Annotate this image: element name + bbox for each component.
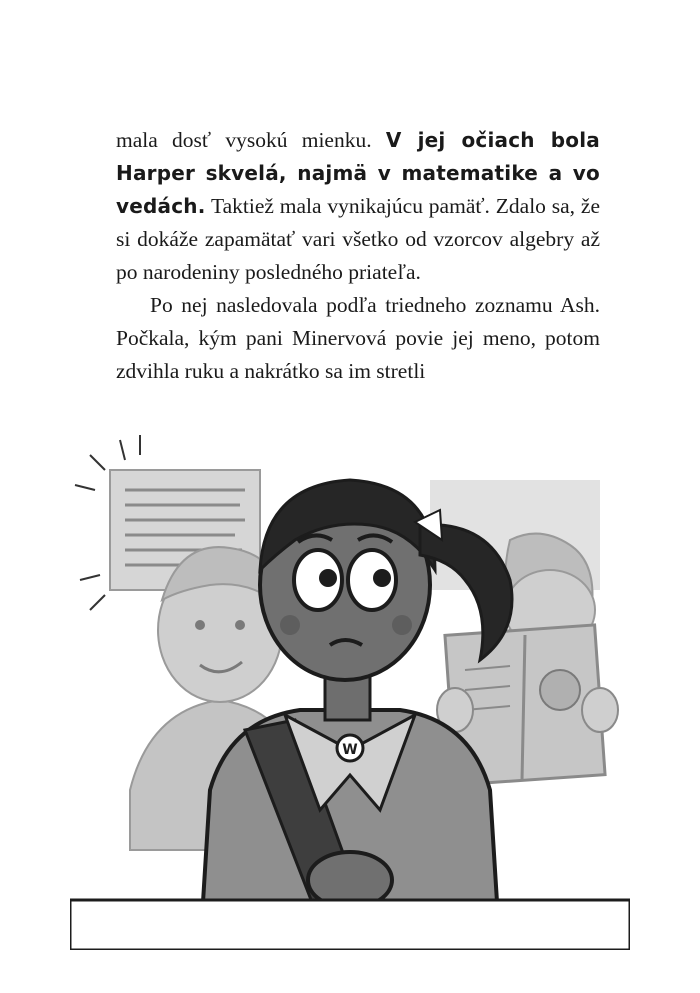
text-segment: Taktiež mala vynikajúcu pamäť. Zdalo sa, že si dokáže zapamätať vari všetko od vzorcov algebry až po narodeniny posledného priateľa. (116, 194, 600, 284)
desk (70, 900, 630, 950)
paragraph-2 (116, 289, 600, 388)
text-segment: Po nej nasledovala podľa triedneho zoznamu Ash. Počkala, kým pani Minervová povie jej meno, potom zdvihla ruku a nakrátko sa im stretli (116, 293, 600, 383)
badge-letter: W (342, 742, 358, 758)
bold-text-segment: V jej očiach bola Harper skvelá, najmä v matematike a vo vedách. (116, 128, 600, 218)
body-text (116, 124, 600, 388)
classroom-girl-illustration (70, 430, 630, 950)
paragraph-1 (116, 124, 600, 289)
text-segment: mala dosť vysokú mienku. (116, 128, 386, 152)
